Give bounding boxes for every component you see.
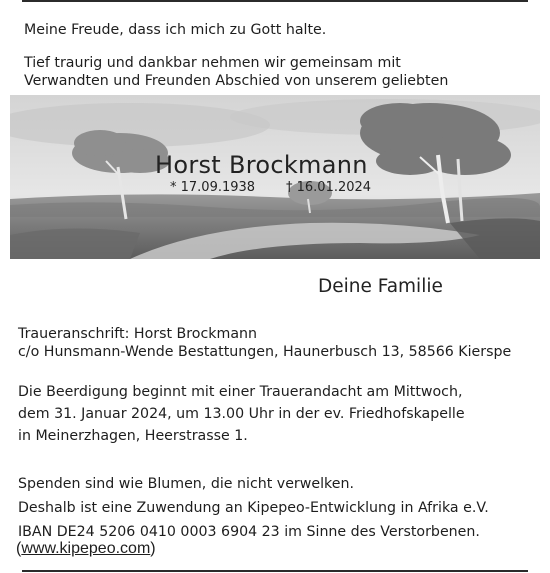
funeral-line-2: dem 31. Januar 2024, um 13.00 Uhr in der ev. Friedhofskapelle	[18, 406, 465, 422]
donation-line-1: Spenden sind wie Blumen, die nicht verwelken.	[18, 476, 354, 492]
donation-website	[16, 540, 156, 558]
intro-line-1: Tief traurig und dankbar nehmen wir gemeinsam mit	[24, 55, 401, 71]
bottom-rule	[22, 570, 528, 572]
address-line-2: c/o Hunsmann-Wende Bestattungen, Haunerbusch 13, 58566 Kierspe	[18, 344, 512, 360]
close-paren: )	[150, 540, 156, 557]
bible-quote: Meine Freude, dass ich mich zu Gott halte.	[24, 22, 327, 38]
donation-line-3: IBAN DE24 5206 0410 0003 6904 23 im Sinne des Verstorbenen.	[18, 524, 480, 540]
top-rule	[22, 0, 528, 2]
address-line-1: Traueranschrift: Horst Brockmann	[18, 326, 257, 342]
birth-date: * 17.09.1938	[170, 180, 256, 195]
donation-line-2: Deshalb ist eine Zuwendung an Kipepeo-Entwicklung in Afrika e.V.	[18, 500, 489, 516]
death-date: † 16.01.2024	[286, 180, 372, 195]
kipepeo-link[interactable]: www.kipepeo.com	[21, 540, 151, 557]
intro-line-2: Verwandten und Freunden Abschied von unserem geliebten	[24, 73, 449, 89]
deceased-name: Horst Brockmann	[155, 151, 368, 179]
open-paren: (	[16, 540, 22, 557]
family-signature: Deine Familie	[318, 276, 443, 297]
funeral-line-3: in Meinerzhagen, Heerstrasse 1.	[18, 428, 248, 444]
funeral-line-1: Die Beerdigung beginnt mit einer Trauerandacht am Mittwoch,	[18, 384, 463, 400]
